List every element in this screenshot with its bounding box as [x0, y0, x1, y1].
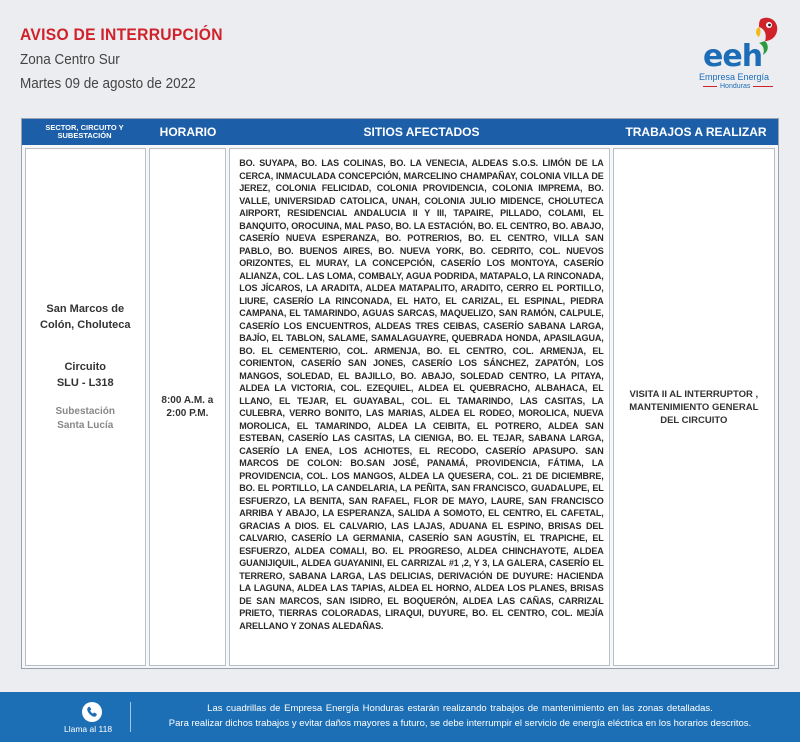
header-sector: SECTOR, CIRCUITO Y SUBESTACIÓN — [45, 123, 124, 140]
outage-table — [21, 118, 779, 669]
substation-label: Subestación — [55, 406, 115, 417]
location-line2: Colón, Choluteca — [40, 319, 131, 331]
time-range — [161, 394, 213, 420]
logo-country: Honduras — [717, 83, 753, 90]
footer-bar — [0, 692, 800, 742]
notice-date: Martes 09 de agosto de 2022 — [20, 75, 196, 92]
substation-name: Santa Lucía — [57, 420, 114, 431]
phone-label: Llama al 118 — [64, 724, 113, 734]
table-row — [25, 148, 775, 666]
header-sitios: SITIOS AFECTADOS — [363, 125, 480, 139]
footer-divider — [130, 702, 131, 732]
circuit-info — [26, 359, 145, 391]
notice-header — [0, 0, 800, 118]
time-start: 8:00 A.M. a — [161, 395, 214, 406]
circuit-code: SLU - L318 — [56, 377, 114, 389]
zone-name: Zona Centro Sur — [20, 51, 120, 68]
trabajos-cell — [613, 148, 775, 666]
header-horario: HORARIO — [159, 125, 217, 139]
logo-company-name: Empresa Energía — [699, 72, 770, 82]
works-description: VISITA II AL INTERRUPTOR , MANTENIMIENTO GENERAL DEL CIRCUITO — [629, 388, 759, 426]
sitios-cell — [229, 148, 609, 666]
footer-message-line2: Para realizar dichos trabajos y evitar daños mayores a futuro, se debe interrumpir el servicio de energía eléctrica en los horarios descritos. — [168, 718, 752, 729]
substation-info — [26, 405, 145, 433]
header-trabajos: TRABAJOS A REALIZAR — [625, 125, 767, 139]
table-header — [22, 119, 778, 145]
notice-title: AVISO DE INTERRUPCIÓN — [20, 25, 223, 44]
logo-wordmark: eeh — [703, 39, 763, 74]
circuit-label: Circuito — [64, 361, 107, 373]
phone-icon — [82, 702, 102, 722]
sector-cell — [25, 148, 146, 666]
affected-sites-list: BO. SUYAPA, BO. LAS COLINAS, BO. LA VENECIA, ALDEAS S.O.S. LIMÓN DE LA CERCA, INMACULADA CONCEPCIÓN, MARCELINO CHAMPAÑAY, COLONIA VILLA DE JEREZ, COLONIA FELICIDAD, COLONIA PROVIDENCIA, COLONIA IMPREMA, BO. VALLE, UNIVERSIDAD CATOLICA, UNAH, COLONIA JULIO MIDENCE, CHOLUTECA AIRPORT, RESIDENCIAL ANDALUCIA II Y III, TAPAIRE, PILLADO, COLAMI, EL BANQUITO, OROCUINA, MAL PASO, BO. LA ESTACIÓN, BO. EL CENTRO, BO. ABAJO, CASERÍO NUEVA ESPERANZA, BO. POTRERIOS, BO. EL CENTRO, VILLA SAN PABLO, BO. BUENOS AIRES, BO. NUEVA YORK, BO. CEDRITO, COL. NUEVOS ORIZONTES, EL MURAY, LA CONCEPCIÓN, CASERÍO LOS MONTOYA, CASERÍO ALIANZA, COL. LAS LOMA, COMBALY, AGUA PODRIDA, MATAPALO, LA RINCONADA, LOS JÍCAROS, LA ARADITA, ALDEA MATAPALITO, ARADITO, CERRO EL PORTILLO, LIURE, CASERÍO LA RINCONADA, EL HATO, EL CARIZAL, EL ESPINAL, PIEDRA CAMPANA, EL TAMARINDO, AGUAS SARCAS, MAQUELIZO, SAN RAMÓN, CALPULE, CASERÍO LOS ENCUENTROS, ALDEAS TRES CEIBAS, CASERÍO SABANA LARGA, BAJÍO, EL TABLON, SALAME, SAMALAGUAYRE, QUEBRADA HONDA, APASILAGUA, BO. EL CEMENTERIO, COL. ARMENJA, BO. EL CENTRO, COL. ARMENJA, EL CORIENTON, CASERÍO SAN JONES, CASERÍO LOS SÁNCHEZ, ZAPATÓN, LOS MANGOS, SOLEDAD, EL BAJILLO, BO. ABAJO, SOLEDAD CENTRO, LA PITAYA, ALDEA LA VICTORIA, COL. EZEQUIEL, ALDEA EL QUEBRACHO, ALBAHACA, EL LLANO, EL TEJAR, EL GUAYABAL, COL. EL TAMARINDO, LAS CASITAS, LA CULEBRA, VERRO BONITO, LAS MARIAS, ALDEA EL RODEO, MOROLICA, NUEVA MOROLICA, EL TAMARINDO, ALDEA LA CEIBITA, EL POTRERO, ALDEA SAN ESTEBAN, CASERÍO LAS CASITAS, LA CIENIGA, BO. EL TEJAR, SABANA LARGA, CASERÍO LA ENEA, LOS ACHIOTES, EL RECODO, CASERÍO APASUPO. SAN MARCOS DE COLON: BO.SAN JOSÉ, PANAMÁ, PROVIDENCIA, FÁTIMA, LA PROVIDENCIA, COL. LOS MANGOS, ALDEA LA QUESERA, COL. 21 DE DICIEMBRE, BO. EL PORTILLO, LA CANDELARIA, LA PEÑITA, SAN FRANCISCO, GUADALUPE, EL ESFUERZO, LA BENITA, SAN RAFAEL, FLOR DE MAYO, LAURE, SAN FRANCISCO ARRIBA Y ABAJO, LA ESPERANZA, SALIDA A SOMOTO, EL CENTRO, EL CAFETAL, GRACIAS A DIOS. EL CALVARIO, LAS LAJAS, ADUANA EL ESPINO, BRISAS DEL CALVARIO, CASERÍO LA GERMANIA, CASERÍO SAN AGUSTÍN, EL TRAPICHE, EL ESFUERZO, ALDEA COMALI, BO. EL PROGRESO, ALDEA CHINCHAYOTE, ALDEA GUANIJIQUIL, ALDEA GUAYANINI, EL CARRIZAL #1 ,2, Y 3, LA GALERA, CASERÍO EL TERRERO, SABANA LARGA, LAS DELICIAS, DERIVACIÓN DE DUYURE: HACIENDA LA LAGUNA, ALDEA LAS TAPIAS, ALDEA EL HORNO, ALDEA LOS PLANES, BRISAS DE SAN MARCOS, SAN ISIDRO, EL BOQUERÓN, ALDEA LAS CAÑAS, CARRIZAL PRIETO, TIERRAS COLORADAS, LIRAQUI, DUYURE, BO. EL CENTRO, COL. MEJÍA ARELLANO Y ZONAS ALEDAÑAS. — [239, 158, 604, 631]
footer-message-line1: Las cuadrillas de Empresa Energía Honduras estarán realizando trabajos de mantenimiento en las zonas detalladas. — [207, 703, 713, 714]
horario-cell — [149, 148, 227, 666]
location-line1: San Marcos de — [46, 303, 125, 315]
sector-location — [26, 301, 145, 333]
time-end: 2:00 P.M. — [166, 408, 209, 419]
eeh-logo — [695, 15, 785, 97]
